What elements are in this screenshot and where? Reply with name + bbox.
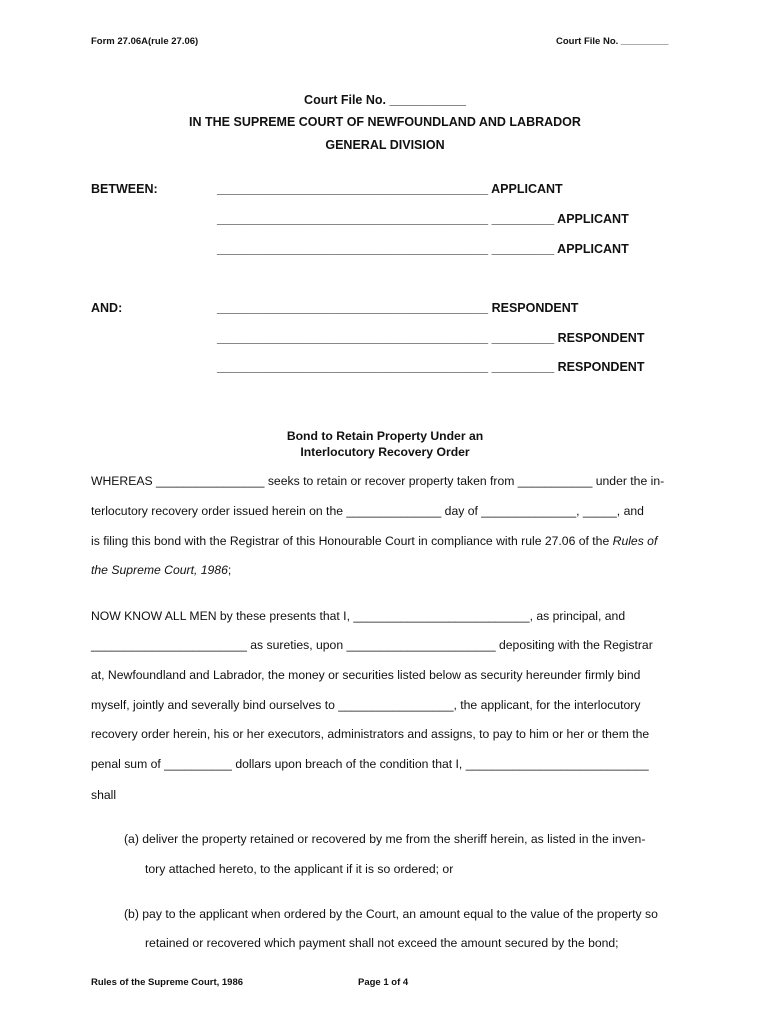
applicant-line: _______________________________________ _________ APPLICANT [217, 242, 629, 256]
between-label: BETWEEN: [91, 182, 158, 196]
rules-citation: the Supreme Court, 1986 [91, 563, 228, 577]
whereas-line: WHEREAS ________________ seeks to retain or recover property taken from ___________ under the in- [91, 474, 665, 488]
respondent-line: _______________________________________ _________ RESPONDENT [217, 331, 645, 345]
now-know-line: recovery order herein, his or her executors, administrators and assigns, to pay to him or her or them the [91, 727, 650, 741]
respondent-line: _______________________________________ _________ RESPONDENT [217, 360, 645, 374]
doc-title-line2: Interlocutory Recovery Order [300, 445, 470, 459]
caption-court-file: Court File No. ___________ [304, 93, 466, 107]
whereas-text: ; [227, 563, 232, 577]
now-know-line: _______________________ as sureties, upon ______________________ depositing with the Registrar [91, 638, 653, 652]
applicant-line: _______________________________________ APPLICANT [217, 182, 563, 196]
whereas-line [91, 563, 231, 577]
now-know-line: at, Newfoundland and Labrador, the money or securities listed below as security hereunder firmly bind [91, 668, 641, 682]
court-name: IN THE SUPREME COURT OF NEWFOUNDLAND AND LABRADOR [189, 115, 581, 129]
whereas-line: terlocutory recovery order issued herein on the ______________ day of ______________, _____, and [91, 504, 644, 518]
footer-rules: Rules of the Supreme Court, 1986 [91, 977, 244, 988]
form-id: Form 27.06A(rule 27.06) [91, 36, 199, 47]
rules-citation: Rules of [612, 534, 658, 548]
now-know-line: shall [91, 788, 117, 802]
now-know-line: NOW KNOW ALL MEN by these presents that I, __________________________, as principal, and [91, 609, 626, 623]
and-label: AND: [91, 301, 123, 315]
item-b-line: retained or recovered which payment shall not exceed the amount secured by the bond; [145, 936, 619, 950]
division: GENERAL DIVISION [325, 138, 445, 152]
item-b-line: (b) pay to the applicant when ordered by the Court, an amount equal to the value of the property so [124, 907, 658, 921]
doc-title-line1: Bond to Retain Property Under an [286, 429, 484, 443]
item-a-line: (a) deliver the property retained or recovered by me from the sheriff herein, as listed in the inven- [124, 832, 646, 846]
page-number: Page 1 of 4 [358, 977, 409, 988]
respondent-line: _______________________________________ RESPONDENT [217, 301, 579, 315]
applicant-line: _______________________________________ _________ APPLICANT [217, 212, 629, 226]
now-know-line: myself, jointly and severally bind ourselves to _________________, the applicant, for the interlocutory [91, 698, 641, 712]
whereas-text: is filing this bond with the Registrar of this Honourable Court in compliance with rule 27.06 of the [91, 534, 613, 548]
whereas-line [91, 534, 657, 548]
now-know-line: penal sum of __________ dollars upon breach of the condition that I, ___________________________ [91, 757, 649, 771]
header-court-file: Court File No. _________ [556, 36, 669, 47]
item-a-line: tory attached hereto, to the applicant if it is so ordered; or [145, 862, 454, 876]
